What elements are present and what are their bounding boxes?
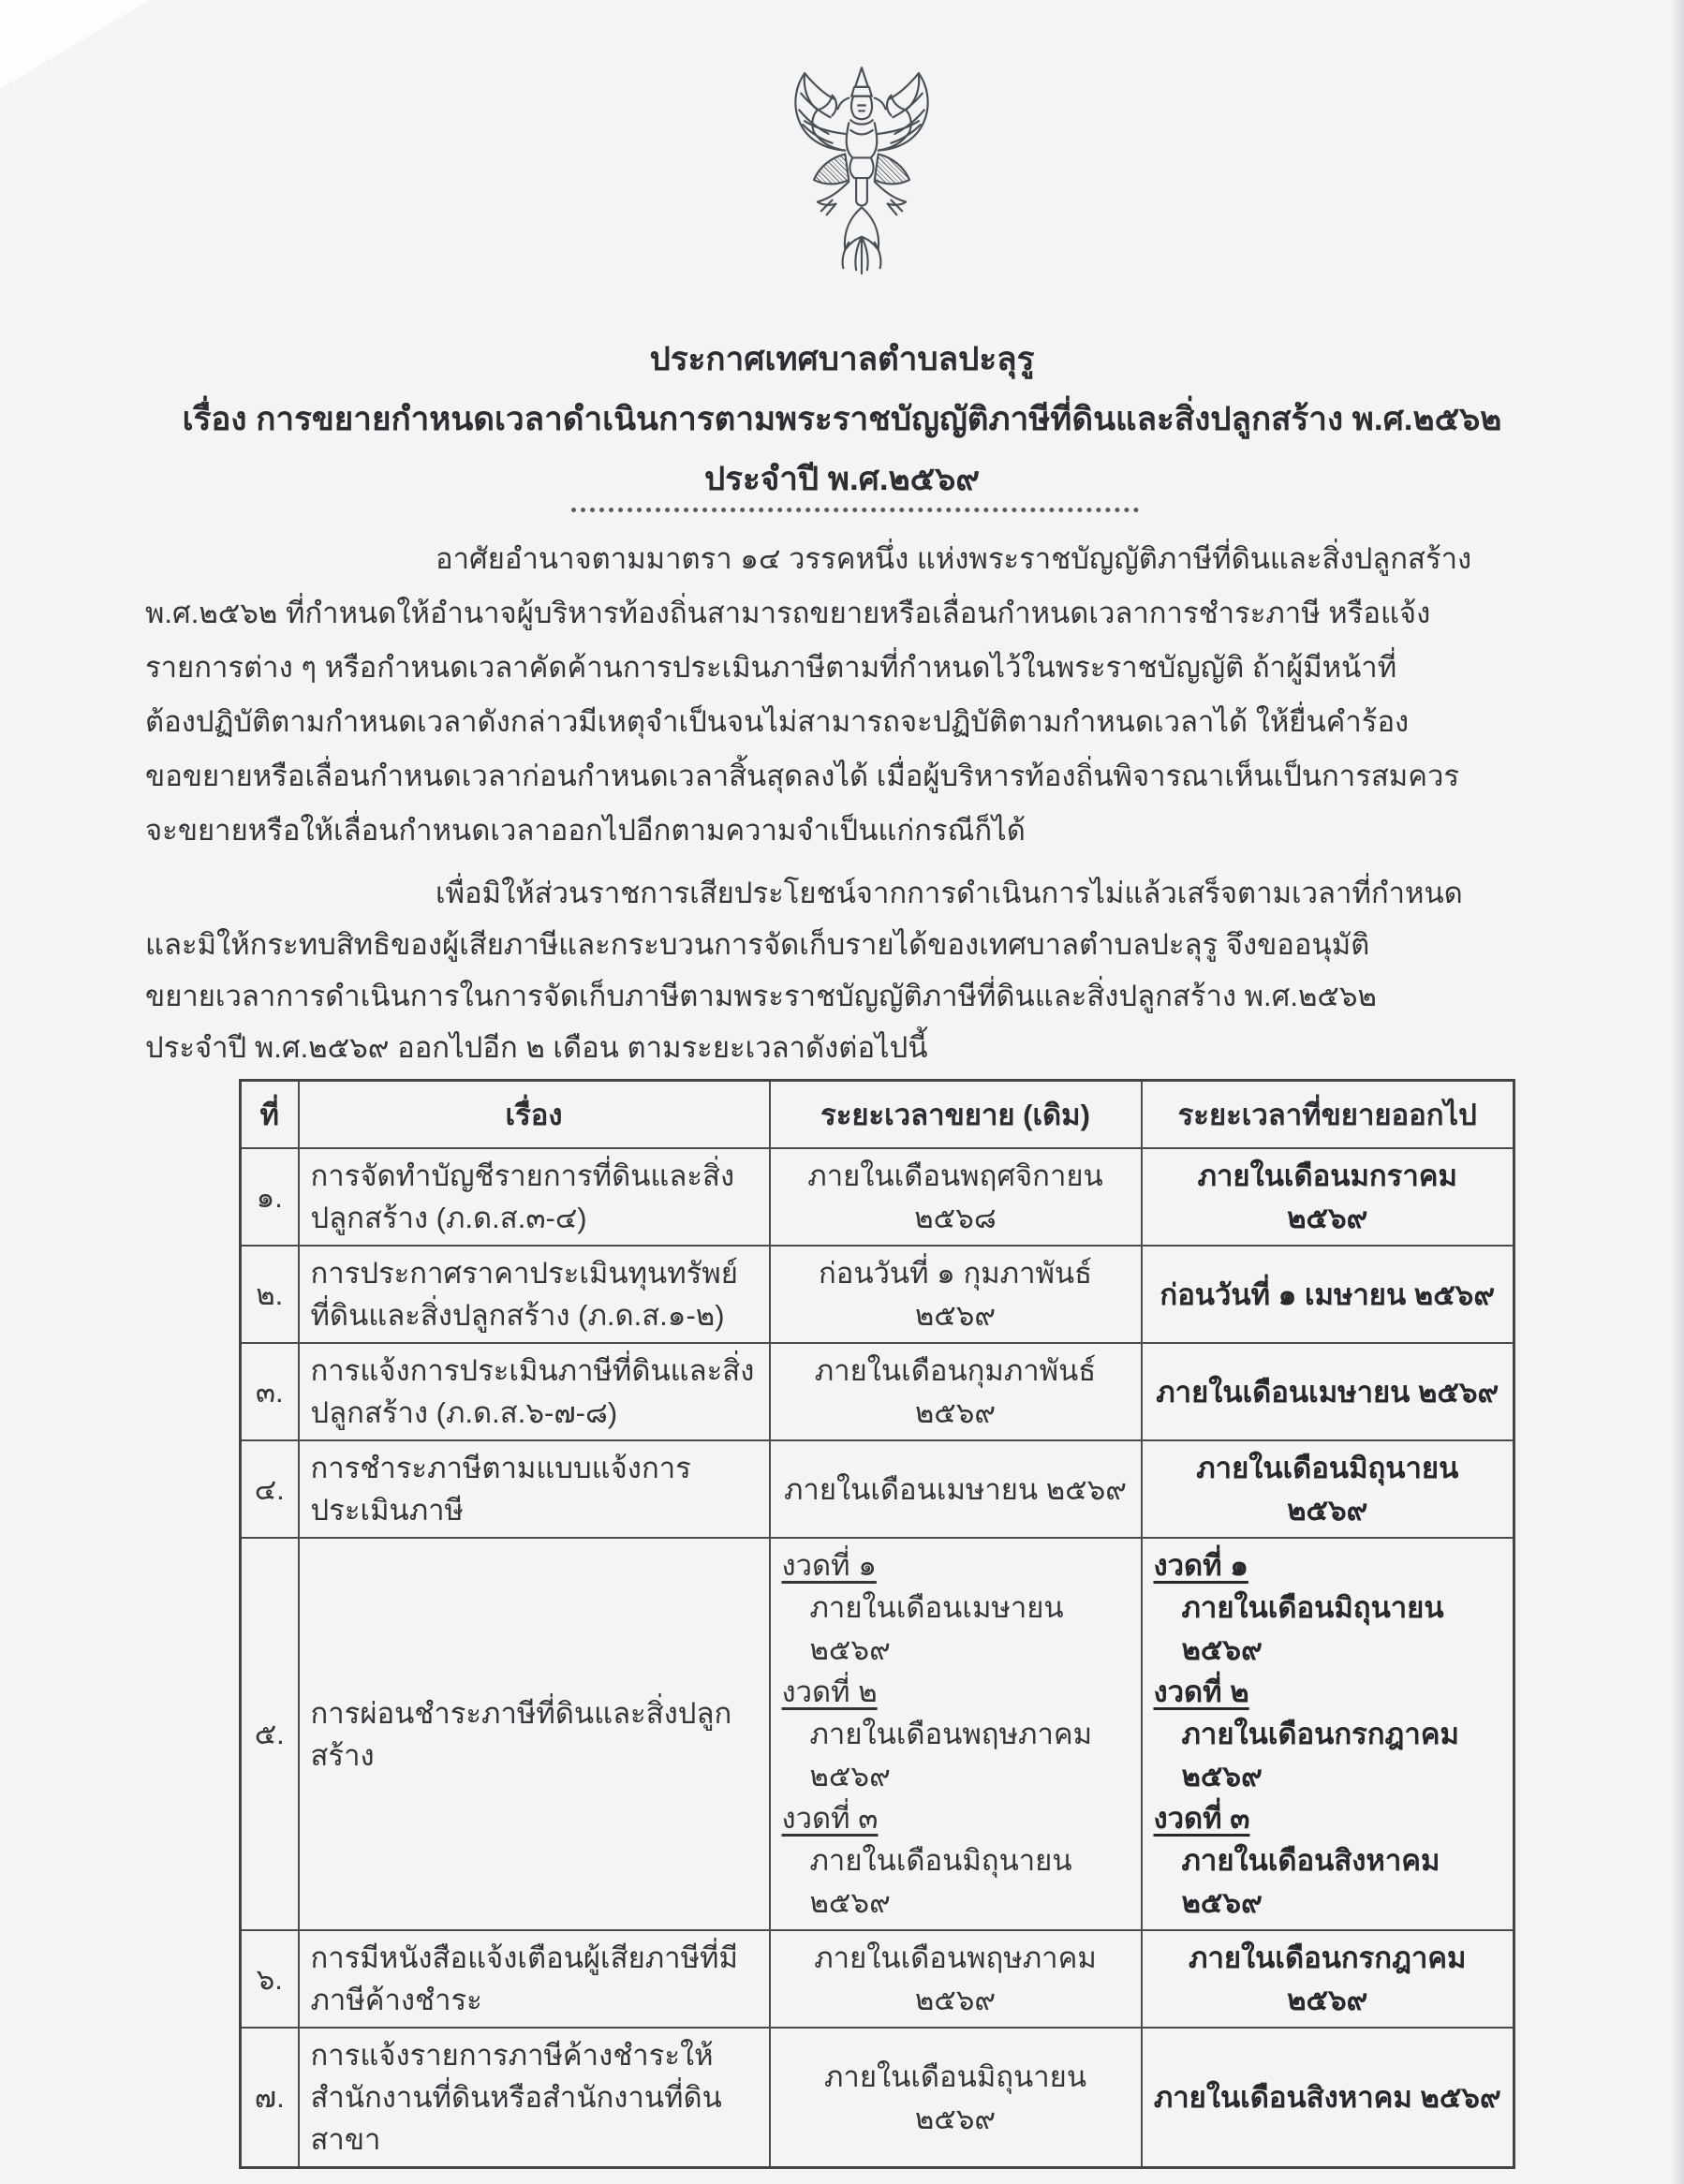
row-extended-period: ภายในเดือนเมษายน ๒๕๖๙ [1142,1343,1514,1440]
installment-value: ภายในเดือนสิงหาคม ๒๕๖๙ [1181,1844,1440,1919]
title-line-subject: เรื่อง การขยายกำหนดเวลาดำเนินการตามพระราชบัญญัติภาษีที่ดินและสิ่งปลูกสร้าง พ.ศ.๒๕๖๒ [182,401,1502,437]
row-original-period: ภายในเดือนกุมภาพันธ์ ๒๕๖๙ [770,1343,1142,1440]
row-extended-installments [1142,1538,1514,1930]
row-extended-period: ภายในเดือนสิงหาคม ๒๕๖๙ [1142,2028,1514,2168]
row-subject: การผ่อนชำระภาษีที่ดินและสิ่งปลูกสร้าง [299,1538,770,1930]
paragraph-line: ขยายเวลาการดำเนินการในการจัดเก็บภาษีตามพระราชบัญญัติภาษีที่ดินและสิ่งปลูกสร้าง พ.ศ.๒๕๖๒ [145,980,1377,1012]
installment-value: ภายในเดือนมิถุนายน ๒๕๖๙ [1181,1591,1444,1666]
header-no: ที่ [241,1081,299,1149]
row-subject: การแจ้งรายการภาษีค้างชำระให้สำนักงานที่ดินหรือสำนักงานที่ดินสาขา [299,2028,770,2168]
paragraph-line: พ.ศ.๒๕๖๒ ที่กำหนดให้อำนาจผู้บริหารท้องถิ่นสามารถขยายหรือเลื่อนกำหนดเวลาการชำระภาษี หรือแจ้ง [145,597,1431,629]
row-no: ๗. [241,2028,299,2168]
header-original-period: ระยะเวลาขยาย (เดิม) [770,1081,1142,1149]
table-row [241,1246,1514,1343]
dotted-separator [571,489,1139,512]
table-row [241,1930,1514,2028]
scan-corner-artifact [0,0,150,89]
schedule-table [239,1079,1515,2169]
installment-label: งวดที่ ๑ [781,1549,877,1582]
row-original-period: ภายในเดือนมิถุนายน ๒๕๖๙ [770,2028,1142,2168]
paragraph-line: และมิให้กระทบสิทธิของผู้เสียภาษีและกระบวนการจัดเก็บรายได้ของเทศบาลตำบลปะลุรู จึงขออนุมัติ [145,928,1370,961]
row-subject: การจัดทำบัญชีรายการที่ดินและสิ่งปลูกสร้าง (ภ.ด.ส.๓-๔) [299,1148,770,1246]
paragraph-line: ขอขยายหรือเลื่อนกำหนดเวลาก่อนกำหนดเวลาสิ้นสุดลงได้ เมื่อผู้บริหารท้องถิ่นพิจารณาเห็นเป็นการสมควร [145,760,1460,792]
paragraph-line: รายการต่าง ๆ หรือกำหนดเวลาคัดค้านการประเมินภาษีตามที่กำหนดไว้ในพระราชบัญญัติ ถ้าผู้มีหน้าที่ [145,651,1397,684]
installment-label: งวดที่ ๓ [1153,1802,1250,1835]
row-subject: การแจ้งการประเมินภาษีที่ดินและสิ่งปลูกสร้าง (ภ.ด.ส.๖-๗-๘) [299,1343,770,1440]
header-extended-period: ระยะเวลาที่ขยายออกไป [1142,1081,1514,1149]
row-no: ๓. [241,1343,299,1440]
table-header-row [241,1081,1514,1149]
installment-value: ภายในเดือนมิถุนายน ๒๕๖๙ [809,1844,1072,1919]
title-line-year: ประจำปี พ.ศ.๒๕๖๙ [703,461,981,497]
table-row [241,1440,1514,1538]
header-subject: เรื่อง [299,1081,770,1149]
table-row [241,2028,1514,2168]
installment-label: งวดที่ ๓ [781,1802,879,1835]
garuda-emblem-icon [761,60,963,303]
row-no: ๑. [241,1148,299,1246]
row-original-installments [770,1538,1142,1930]
table-row [241,1343,1514,1440]
row-no: ๒. [241,1246,299,1343]
installment-label: งวดที่ ๒ [781,1675,878,1708]
paragraph-line: ประจำปี พ.ศ.๒๕๖๙ ออกไปอีก ๒ เดือน ตามระยะเวลาดังต่อไปนี้ [145,1031,928,1064]
row-subject: การมีหนังสือแจ้งเตือนผู้เสียภาษีที่มีภาษีค้างชำระ [299,1930,770,2028]
document-title-block [0,330,1684,509]
row-no: ๖. [241,1930,299,2028]
scan-edge-shadow [1671,0,1684,2184]
installment-value: ภายในเดือนพฤษภาคม ๒๕๖๙ [809,1718,1093,1793]
row-extended-period: ภายในเดือนมกราคม ๒๕๖๙ [1142,1148,1514,1246]
row-extended-period: ภายในเดือนกรกฎาคม ๒๕๖๙ [1142,1930,1514,2028]
installment-value: ภายในเดือนกรกฎาคม ๒๕๖๙ [1181,1718,1459,1793]
installment-value: ภายในเดือนเมษายน ๒๕๖๙ [809,1591,1064,1666]
table-row-installments [241,1538,1514,1930]
paragraph-line: จะขยายหรือให้เลื่อนกำหนดเวลาออกไปอีกตามความจำเป็นแก่กรณีก็ได้ [145,814,1026,847]
paragraph-line: อาศัยอำนาจตามมาตรา ๑๔ วรรคหนึ่ง แห่งพระราชบัญญัติภาษีที่ดินและสิ่งปลูกสร้าง [436,542,1472,575]
paragraph-resolution [145,867,1543,1073]
row-original-period: ภายในเดือนพฤศจิกายน ๒๕๖๘ [770,1148,1142,1246]
installment-label: งวดที่ ๒ [1153,1675,1249,1708]
row-extended-period: ก่อนวันที่ ๑ เมษายน ๒๕๖๙ [1142,1246,1514,1343]
row-subject: การประกาศราคาประเมินทุนทรัพย์ที่ดินและสิ่งปลูกสร้าง (ภ.ด.ส.๑-๒) [299,1246,770,1343]
paragraph-authority [145,532,1543,858]
table-row [241,1148,1514,1246]
row-original-period: ก่อนวันที่ ๑ กุมภาพันธ์ ๒๕๖๙ [770,1246,1142,1343]
row-no: ๕. [241,1538,299,1930]
row-original-period: ภายในเดือนเมษายน ๒๕๖๙ [770,1440,1142,1538]
row-original-period: ภายในเดือนพฤษภาคม ๒๕๖๙ [770,1930,1142,2028]
paragraph-line: เพื่อมิให้ส่วนราชการเสียประโยชน์จากการดำเนินการไม่แล้วเสร็จตามเวลาที่กำหนด [436,877,1463,909]
installment-label: งวดที่ ๑ [1153,1549,1248,1582]
title-line-issuer: ประกาศเทศบาลตำบลปะลุรู [649,341,1035,377]
row-extended-period: ภายในเดือนมิถุนายน ๒๕๖๙ [1142,1440,1514,1538]
row-subject: การชำระภาษีตามแบบแจ้งการประเมินภาษี [299,1440,770,1538]
paragraph-line: ต้องปฏิบัติตามกำหนดเวลาดังกล่าวมีเหตุจำเป็นจนไม่สามารถจะปฏิบัติตามกำหนดเวลาได้ ให้ยื่นคำร้อง [145,705,1410,738]
row-no: ๔. [241,1440,299,1538]
